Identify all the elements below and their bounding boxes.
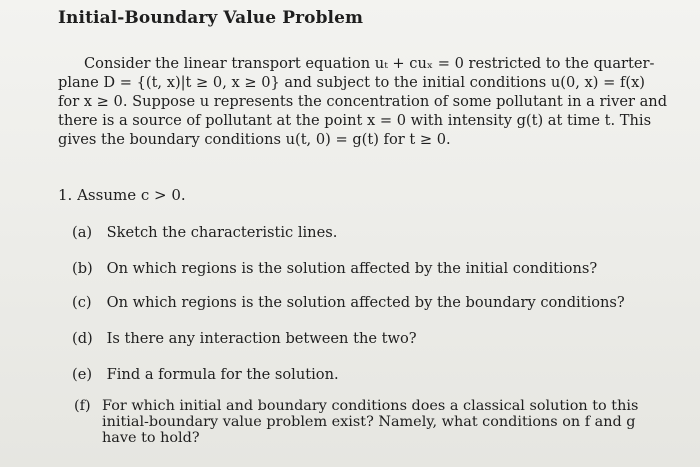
item-d-text: Is there any interaction between the two? [106,330,417,347]
intro-line-2: plane D = {(t, x)|t ≥ 0, x ≥ 0} and subject to the initial conditions u(0, x) = f(x) [58,74,645,91]
item-b-text: On which regions is the solution affected by the initial conditions? [106,260,598,277]
question-1-heading [58,186,186,204]
item-e-text: Find a formula for the solution. [106,366,339,383]
item-a-text: Sketch the characteristic lines. [106,224,338,241]
intro-line-4: there is a source of pollutant at the point x = 0 with intensity g(t) at time t. This [58,112,652,129]
item-d [72,330,417,347]
intro-line-1: Consider the linear transport equation uₜ + cuₓ = 0 restricted to the quarter- [84,55,655,72]
item-c-label: (c) [72,294,92,311]
item-f-line-1: For which initial and boundary conditions does a classical solution to this [102,398,639,414]
item-f-text [102,398,674,446]
question-number: 1. [58,186,73,204]
intro-paragraph [58,54,680,149]
item-a [72,224,337,241]
item-f-line-3: have to hold? [102,430,200,446]
document-title: Initial-Boundary Value Problem [58,8,364,28]
item-e [72,366,339,383]
item-f-label: (f) [74,398,91,414]
item-b-label: (b) [72,260,93,277]
item-d-label: (d) [72,330,93,347]
item-e-label: (e) [72,366,93,383]
item-c-text: On which regions is the solution affected by the boundary conditions? [106,294,625,311]
item-f-line-2: initial-boundary value problem exist? Namely, what conditions on f and g [102,414,636,430]
item-a-label: (a) [72,224,93,241]
intro-line-3: for x ≥ 0. Suppose u represents the concentration of some pollutant in a river and [58,93,668,110]
question-text: Assume c > 0. [77,186,186,204]
intro-line-5: gives the boundary conditions u(t, 0) = g(t) for t ≥ 0. [58,131,451,148]
item-b [72,260,597,277]
item-c [72,294,625,311]
